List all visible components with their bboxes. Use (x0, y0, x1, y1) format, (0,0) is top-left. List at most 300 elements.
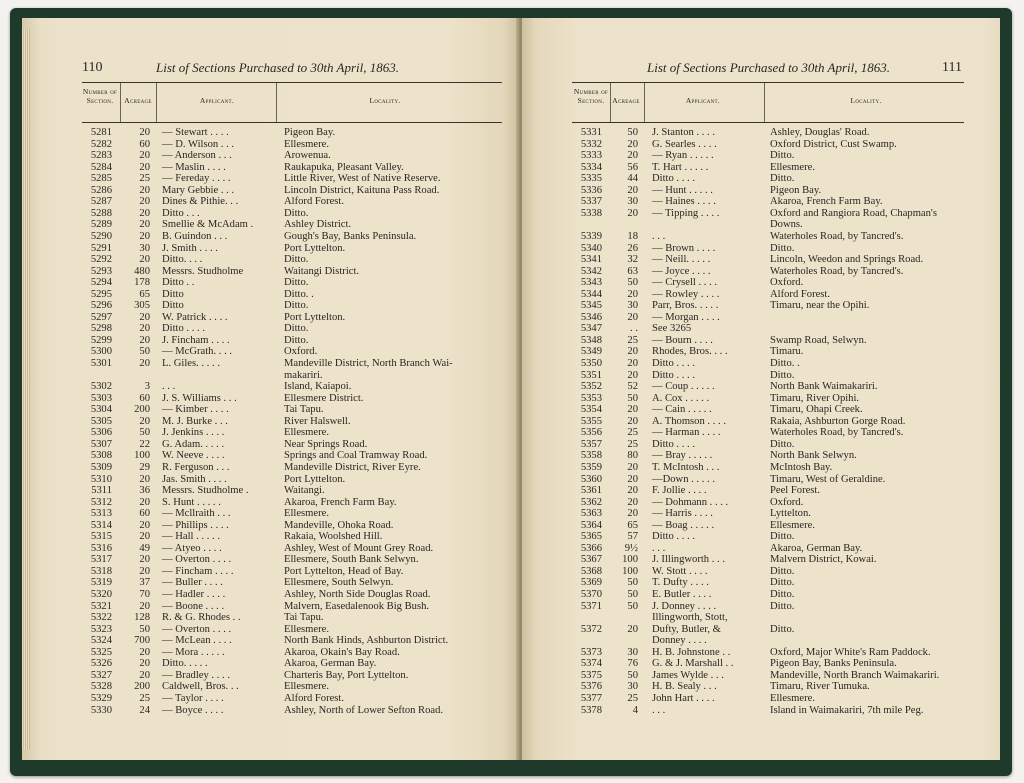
section-number-cell: 5328 (90, 681, 112, 693)
locality-cell: Ditto. (770, 150, 795, 162)
applicant-cell: . . . (652, 230, 666, 242)
applicant-cell: James Wylde . . . (652, 669, 724, 681)
locality-cell: Ellesmere, South Bank Selwyn. (284, 554, 419, 566)
acreage-cell: 20 (627, 623, 638, 635)
column-header-applicant: Applicant. (199, 96, 235, 105)
acreage-cell: 480 (134, 265, 150, 277)
applicant-cell: Parr, Bros. . . . . (652, 300, 719, 312)
acreage-cell: 56 (627, 161, 638, 173)
section-number-cell: 5342 (580, 265, 602, 277)
applicant-cell: H. B. Sealy . . . (652, 681, 717, 693)
applicant-cell: Rhodes, Bros. . . . (652, 346, 728, 358)
acreage-cell: 60 (139, 508, 150, 520)
locality-cell: Port Lyttelton, Head of Bay. (284, 565, 404, 577)
applicant-cell: Ditto. . . . . (162, 658, 208, 670)
column-header-section: Number of Section. (573, 87, 609, 105)
applicant-cell: Smellie & McAdam . (162, 219, 254, 231)
section-number-cell: 5348 (580, 334, 602, 346)
acreage-cell: 20 (627, 404, 638, 416)
applicant-cell: — Mcllraith . . . (162, 508, 231, 520)
acreage-cell: 20 (627, 508, 638, 520)
section-number-cell: 5288 (90, 207, 112, 219)
section-number-cell: 5316 (90, 542, 112, 554)
applicant-cell: — Harris . . . . (652, 508, 713, 520)
section-number-cell: 5297 (90, 311, 112, 323)
acreage-cell: 20 (627, 358, 638, 369)
locality-cell: River Halswell. (284, 415, 351, 427)
locality-cell: Timaru, Ohapi Creek. (770, 404, 863, 416)
locality-cell: Timaru, near the Opihi. (770, 300, 870, 312)
acreage-cell: 65 (139, 288, 150, 300)
applicant-cell: — Haines . . . . (652, 196, 716, 208)
page-edges (22, 28, 30, 750)
locality-cell: Ellesmere. (284, 138, 330, 150)
applicant-cell: John Hart . . . . (652, 692, 715, 704)
section-number-cell: 5299 (90, 334, 112, 346)
acreage-cell: 4 (632, 704, 638, 716)
acreage-cell: 20 (627, 288, 638, 300)
locality-cell: Little River, West of Native Reserve. (284, 173, 441, 185)
acreage-cell: 20 (139, 669, 150, 681)
applicant-cell: — Joyce . . . . (652, 265, 711, 277)
applicant-cell: F. Jollie . . . . (652, 485, 707, 497)
column-header-locality: Locality. (850, 96, 882, 105)
acreage-cell: 20 (627, 346, 638, 358)
section-number-cell: 5374 (580, 658, 602, 670)
locality-cell: Peel Forest. (770, 485, 821, 497)
page-title: List of Sections Purchased to 30th April, 1863. (647, 60, 891, 75)
locality-cell: Tai Tapu. (284, 612, 324, 624)
locality-cell: Oxford. (770, 496, 804, 508)
section-number-cell: 5353 (580, 392, 602, 404)
section-number-cell: 5317 (90, 554, 112, 566)
applicant-cell: — Phillips . . . . (162, 519, 229, 531)
section-number-cell: 5290 (90, 230, 112, 242)
locality-cell: Ellesmere. (770, 161, 816, 173)
section-number-cell: 5285 (90, 173, 112, 185)
applicant-cell: — Coup . . . . . (652, 381, 715, 393)
applicant-cell: Mary Gebbie . . . (162, 184, 235, 196)
applicant-cell: Dines & Pithie. . . (162, 196, 239, 208)
locality-cell: Alford Forest. (770, 288, 831, 300)
applicant-cell: Dufty, Butler, & (652, 623, 721, 635)
locality-cell: Waterholes Road, by Tancred's. (770, 265, 904, 277)
locality-cell: Mandeville District, River Eyre. (284, 461, 421, 473)
section-number-cell: 5352 (580, 381, 602, 393)
locality-cell: Ellesmere, South Selwyn. (284, 577, 394, 589)
locality-cell: Ashley, West of Mount Grey Road. (284, 542, 434, 554)
applicant-cell: — Hunt . . . . . (652, 184, 713, 196)
section-number-cell: 5350 (580, 358, 602, 369)
acreage-cell: 20 (139, 311, 150, 323)
acreage-cell: 44 (627, 173, 638, 185)
applicant-cell: L. Giles. . . . . (162, 358, 220, 369)
applicant-cell: — Boyce . . . . (162, 704, 224, 716)
acreage-cell: 20 (139, 150, 150, 162)
acreage-cell: 18 (627, 230, 638, 242)
acreage-cell: 20 (139, 207, 150, 219)
acreage-cell: 20 (139, 646, 150, 658)
column-divider (764, 83, 765, 122)
applicant-cell: — Hall . . . . . (162, 531, 220, 543)
section-number-cell: 5373 (580, 646, 602, 658)
acreage-cell: 50 (627, 392, 638, 404)
section-number-cell: 5363 (580, 508, 602, 520)
section-number-cell: 5315 (90, 531, 112, 543)
acreage-cell: 20 (139, 161, 150, 173)
acreage-cell: 20 (139, 196, 150, 208)
section-number-cell: 5332 (580, 138, 602, 150)
locality-cell: North Bank Waimakariri. (770, 381, 878, 393)
acreage-cell: 32 (627, 254, 638, 266)
column-divider (276, 83, 277, 122)
locality-cell: Akaroa, German Bay. (284, 658, 377, 670)
section-number-cell: 5376 (580, 681, 602, 693)
locality-cell: Ashley, North of Lower Sefton Road. (284, 704, 444, 716)
applicant-cell: Caldwell, Bros. . . (162, 681, 239, 693)
applicant-cell: — Bourn . . . . (652, 334, 713, 346)
locality-cell: Ashley, North Side Douglas Road. (284, 589, 431, 600)
locality-cell: makariri. (284, 369, 323, 381)
applicant-cell: Donney . . . . (652, 635, 707, 647)
applicant-cell: Ditto (162, 288, 184, 300)
locality-cell: Lincoln, Weedon and Springs Road. (770, 254, 924, 266)
section-number-cell: 5333 (580, 150, 602, 162)
applicant-cell: B. Guindon . . . (162, 230, 228, 242)
acreage-cell: 20 (627, 311, 638, 323)
acreage-cell: 3 (144, 381, 150, 393)
acreage-cell: 37 (139, 577, 150, 589)
applicant-cell: — Brown . . . . (652, 242, 716, 254)
locality-cell: Ditto. (770, 577, 795, 589)
acreage-cell: 200 (134, 404, 150, 416)
locality-cell: Ditto. (770, 531, 795, 543)
acreage-cell: 24 (139, 704, 150, 716)
applicant-cell: Ditto . . . (162, 207, 200, 219)
column-divider (120, 83, 121, 122)
section-number-cell: 5329 (90, 692, 112, 704)
acreage-cell: 30 (627, 196, 638, 208)
locality-cell: Ditto. (284, 300, 309, 312)
locality-cell: Akaroa, French Farm Bay. (770, 196, 883, 208)
section-number-cell: 5365 (580, 531, 602, 543)
applicant-cell: — Dohmann . . . . (652, 496, 729, 508)
acreage-cell: 20 (627, 415, 638, 427)
applicant-cell: . . . (652, 704, 666, 716)
locality-cell: Swamp Road, Selwyn. (770, 334, 867, 346)
locality-cell: Akaroa, Okain's Bay Road. (284, 646, 400, 658)
locality-cell: Ellesmere District. (284, 392, 364, 404)
acreage-cell: 80 (627, 450, 638, 462)
acreage-cell: 50 (627, 127, 638, 138)
acreage-cell: 25 (139, 692, 150, 704)
locality-cell: Mandeville, Ohoka Road. (284, 519, 394, 531)
section-number-cell: 5326 (90, 658, 112, 670)
applicant-cell: Ditto . . . . (652, 438, 695, 450)
locality-cell: Pigeon Bay, Banks Peninsula. (770, 658, 897, 670)
section-number-cell: 5319 (90, 577, 112, 589)
column-header-acreage: Acreage (612, 96, 640, 105)
locality-cell: Island, Kaiapoi. (284, 381, 352, 393)
applicant-cell: — Hadler . . . . (162, 589, 226, 600)
acreage-cell: 60 (139, 138, 150, 150)
locality-cell: Ditto. (284, 323, 309, 335)
acreage-cell: 9½ (624, 542, 638, 554)
acreage-cell: 25 (139, 173, 150, 185)
locality-cell: Oxford. (770, 277, 804, 289)
applicant-cell: Ditto . . . . (162, 323, 205, 335)
locality-cell: Timaru, River Tumuka. (770, 681, 870, 693)
acreage-cell: 20 (627, 496, 638, 508)
acreage-cell: 20 (139, 219, 150, 231)
locality-cell: Ditto. (770, 438, 795, 450)
acreage-cell: 20 (139, 415, 150, 427)
acreage-cell: 30 (627, 681, 638, 693)
locality-cell: Ashley District. (284, 219, 352, 231)
applicant-cell: Ditto . . . . (652, 358, 695, 369)
applicant-cell: T. Dufty . . . . (652, 577, 709, 589)
locality-cell: Oxford and Rangiora Road, Chapman's (770, 207, 937, 219)
acreage-cell: 20 (627, 473, 638, 485)
section-number-cell: 5294 (90, 277, 112, 289)
applicant-cell: — Anderson . . . (162, 150, 232, 162)
section-number-cell: 5305 (90, 415, 112, 427)
acreage-cell: 20 (139, 531, 150, 543)
applicant-cell: J. Fincham . . . . (162, 334, 230, 346)
acreage-cell: 20 (139, 473, 150, 485)
locality-cell: Rakaia, Ashburton Gorge Road. (770, 415, 906, 427)
applicant-cell: — Harman . . . . (652, 427, 721, 439)
applicant-cell: . . . (162, 381, 176, 393)
locality-cell: Ditto. (770, 600, 795, 612)
applicant-cell: G. & J. Marshall . . (652, 658, 734, 670)
section-number-cell: 5368 (580, 565, 602, 577)
applicant-cell: J. Illingworth . . . (652, 554, 725, 566)
applicant-cell: — D. Wilson . . . (162, 138, 235, 150)
right-page (522, 18, 1000, 760)
header-rule (572, 82, 964, 83)
locality-cell: Rakaia, Woolshed Hill. (284, 531, 383, 543)
locality-cell: Oxford District, Cust Swamp. (770, 138, 897, 150)
locality-cell: Springs and Coal Tramway Road. (284, 450, 428, 462)
acreage-cell: 305 (134, 300, 150, 312)
section-number-cell: 5291 (90, 242, 112, 254)
column-divider (610, 83, 611, 122)
column-header-locality: Locality. (369, 96, 401, 105)
section-number-cell: 5369 (580, 577, 602, 589)
acreage-cell: 76 (627, 658, 638, 670)
applicant-cell: Ditto (162, 300, 184, 312)
section-number-cell: 5367 (580, 554, 602, 566)
section-number-cell: 5318 (90, 565, 112, 577)
section-number-cell: 5312 (90, 496, 112, 508)
locality-cell: Lincoln District, Kaituna Pass Road. (284, 184, 440, 196)
locality-cell: Port Lyttelton. (284, 473, 346, 485)
applicant-cell: G. Searles . . . . (652, 138, 717, 150)
applicant-cell: — Bray . . . . . (652, 450, 713, 462)
acreage-cell: 50 (627, 277, 638, 289)
applicant-cell: — Overton . . . . (162, 623, 232, 635)
section-number-cell: 5364 (580, 519, 602, 531)
acreage-cell: 50 (139, 427, 150, 439)
acreage-cell: 25 (627, 427, 638, 439)
applicant-cell: J. Smith . . . . (162, 242, 218, 254)
locality-cell: Downs. (770, 219, 803, 231)
applicant-cell: — Crysell . . . . (652, 277, 718, 289)
locality-cell: Timaru. (770, 346, 804, 358)
locality-cell: Ditto. (770, 623, 795, 635)
section-number-cell: 5313 (90, 508, 112, 520)
section-number-cell: 5322 (90, 612, 112, 624)
applicant-cell: See 3265 (652, 323, 692, 335)
section-number-cell: 5372 (580, 623, 602, 635)
section-number-cell: 5349 (580, 346, 602, 358)
section-number-cell: 5340 (580, 242, 602, 254)
acreage-cell: 30 (627, 646, 638, 658)
acreage-cell: 20 (627, 150, 638, 162)
applicant-cell: — Neill. . . . . (652, 254, 711, 266)
acreage-cell: 70 (139, 589, 150, 600)
locality-cell: Ditto. (770, 173, 795, 185)
applicant-cell: J. Jenkins . . . . (162, 427, 225, 439)
applicant-cell: G. Adam. . . . . (162, 438, 225, 450)
section-number-cell: 5284 (90, 161, 112, 173)
section-number-cell: 5324 (90, 635, 112, 647)
locality-cell: Ellesmere. (284, 623, 330, 635)
applicant-cell: — Kimber . . . . (162, 404, 229, 416)
section-number-cell: 5366 (580, 542, 602, 554)
locality-cell: Timaru, West of Geraldine. (770, 473, 886, 485)
acreage-cell: 20 (627, 485, 638, 497)
section-number-cell: 5323 (90, 623, 112, 635)
locality-cell: Ellesmere. (770, 519, 816, 531)
locality-cell: Waitangi. (284, 485, 325, 497)
locality-cell: Ditto. (284, 207, 309, 219)
acreage-cell: 20 (139, 230, 150, 242)
acreage-cell: 20 (627, 207, 638, 219)
section-number-cell: 5336 (580, 184, 602, 196)
locality-cell: Ditto. (770, 369, 795, 381)
section-number-cell: 5325 (90, 646, 112, 658)
acreage-cell: 20 (627, 369, 638, 381)
acreage-cell: 20 (139, 127, 150, 138)
section-number-cell: 5356 (580, 427, 602, 439)
section-number-cell: 5347 (580, 323, 602, 335)
section-number-cell: 5339 (580, 230, 602, 242)
section-number-cell: 5331 (580, 127, 602, 138)
section-number-cell: 5295 (90, 288, 112, 300)
column-header-rule (82, 122, 502, 123)
acreage-cell: 63 (627, 265, 638, 277)
section-number-cell: 5335 (580, 173, 602, 185)
acreage-cell: 20 (139, 565, 150, 577)
section-number-cell: 5307 (90, 438, 112, 450)
applicant-cell: J. S. Williams . . . (162, 392, 237, 404)
locality-cell: Mandeville District, North Branch Wai- (284, 358, 453, 369)
applicant-cell: W. Patrick . . . . (162, 311, 228, 323)
acreage-cell: 52 (627, 381, 638, 393)
column-divider (644, 83, 645, 122)
locality-cell: Ditto. (770, 589, 795, 600)
acreage-cell: 50 (627, 669, 638, 681)
locality-cell: Malvern District, Kowai. (770, 554, 877, 566)
acreage-cell: 30 (139, 242, 150, 254)
applicant-cell: H. B. Johnstone . . (652, 646, 731, 658)
locality-cell: North Bank Hinds, Ashburton District. (284, 635, 449, 647)
locality-cell: Island in Waimakariri, 7th mile Peg. (770, 704, 924, 716)
applicant-cell: — McLean . . . . (162, 635, 232, 647)
locality-cell: Ditto. (770, 242, 795, 254)
acreage-cell: 25 (627, 692, 638, 704)
acreage-cell: 29 (139, 461, 150, 473)
section-number-cell: 5314 (90, 519, 112, 531)
left-page (22, 18, 520, 760)
acreage-cell: 20 (139, 358, 150, 369)
applicant-cell: — Overton . . . . (162, 554, 232, 566)
section-number-cell: 5362 (580, 496, 602, 508)
locality-cell: Ashley, Douglas' Road. (770, 127, 870, 138)
section-number-cell: 5293 (90, 265, 112, 277)
page-number: 111 (942, 60, 962, 75)
acreage-cell: 20 (139, 254, 150, 266)
acreage-cell: 36 (139, 485, 150, 497)
applicant-cell: — Atyeo . . . . (162, 542, 222, 554)
section-number-cell: 5346 (580, 311, 602, 323)
section-number-cell: 5300 (90, 346, 112, 358)
acreage-cell: 50 (139, 346, 150, 358)
section-number-cell: 5289 (90, 219, 112, 231)
acreage-cell: 50 (627, 589, 638, 600)
section-number-cell: 5286 (90, 184, 112, 196)
acreage-cell: 50 (139, 623, 150, 635)
applicant-cell: Ditto . . . . (652, 531, 695, 543)
locality-cell: Ditto. (284, 277, 309, 289)
section-number-cell: 5296 (90, 300, 112, 312)
locality-cell: Charteris Bay, Port Lyttelton. (284, 669, 409, 681)
section-number-cell: 5358 (580, 450, 602, 462)
locality-cell: Ditto. (284, 254, 309, 266)
locality-cell: Ellesmere. (284, 427, 330, 439)
applicant-cell: — Morgan . . . . (652, 311, 720, 323)
applicant-cell: — Fereday . . . . (162, 173, 231, 185)
locality-cell: Ditto. (770, 565, 795, 577)
applicant-cell: Messrs. Studholme (162, 265, 244, 277)
section-number-cell: 5355 (580, 415, 602, 427)
section-number-cell: 5309 (90, 461, 112, 473)
acreage-cell: 65 (627, 519, 638, 531)
applicant-cell: T. Hart . . . . . (652, 161, 709, 173)
acreage-cell: 49 (139, 542, 150, 554)
section-number-cell: 5357 (580, 438, 602, 450)
locality-cell: Alford Forest. (284, 196, 345, 208)
applicant-cell: — Buller . . . . (162, 577, 223, 589)
acreage-cell: 200 (134, 681, 150, 693)
applicant-cell: — Maslin . . . . (162, 161, 226, 173)
acreage-cell: 100 (622, 565, 638, 577)
locality-cell: Tai Tapu. (284, 404, 324, 416)
acreage-cell: 57 (627, 531, 638, 543)
section-number-cell: 5337 (580, 196, 602, 208)
acreage-cell: 20 (139, 323, 150, 335)
acreage-cell: 128 (134, 612, 150, 624)
section-number-cell: 5282 (90, 138, 112, 150)
acreage-cell: 100 (622, 554, 638, 566)
applicant-cell: . . . (652, 542, 666, 554)
applicant-cell: Ditto . . . . (652, 173, 695, 185)
locality-cell: Ellesmere. (770, 692, 816, 704)
acreage-cell: 60 (139, 392, 150, 404)
section-number-cell: 5310 (90, 473, 112, 485)
